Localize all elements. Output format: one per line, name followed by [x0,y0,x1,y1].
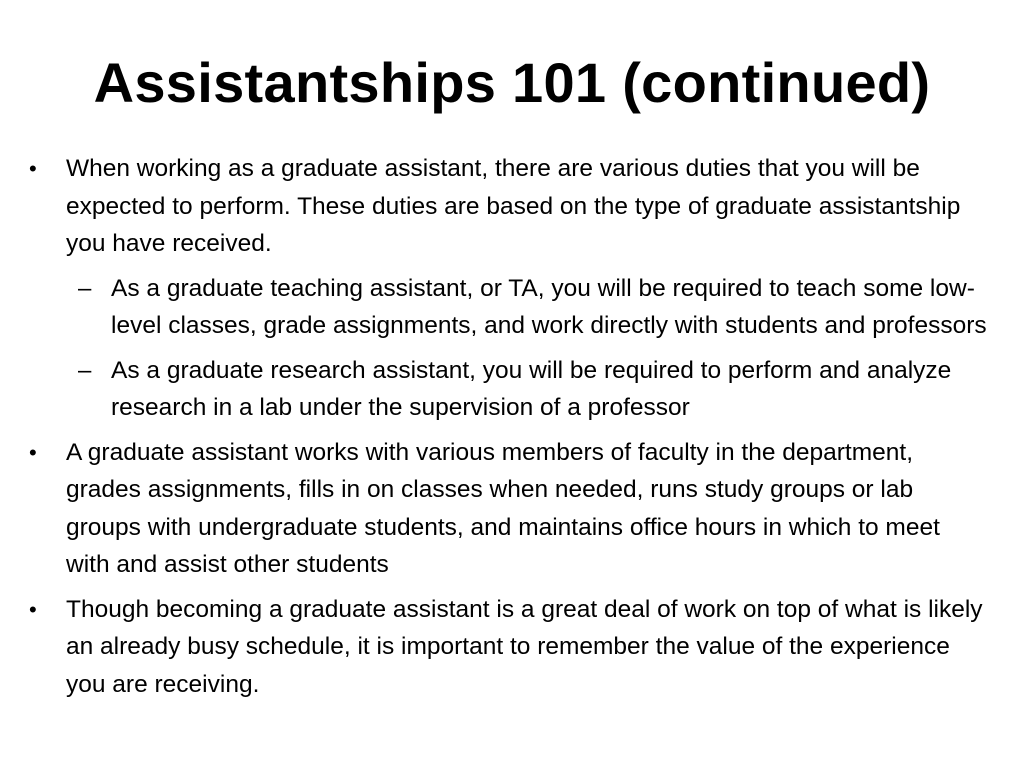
sub-bullet-marker: – [78,356,92,384]
sub-bullet-item-teaching-assistant [78,270,995,345]
bullet-list [0,150,1024,710]
bullet-item-faculty-work [29,434,986,584]
bullet-text: Though becoming a graduate assistant is a great deal of work on top of what is likely an already busy schedule, it is important to remember the value of the experience you are receiving. [66,595,983,698]
sub-bullet-text: As a graduate research assistant, you will be required to perform and analyze research in a lab under the supervision of a professor [111,356,952,421]
bullet-text: When working as a graduate assistant, there are various duties that you will be expected to perform. These duties are based on the type of graduate assistantship you have received. [66,155,961,257]
bullet-marker: • [29,596,37,622]
bullet-item-duties [29,150,986,263]
slide-title: Assistantships 101 (continued) [93,51,931,114]
bullet-marker: • [29,439,37,465]
bullet-text: A graduate assistant works with various members of faculty in the department, grades assignments, fills in on classes when needed, runs study groups or lab groups with undergraduate students, and maintains office hours in which to meet with and assist other students [66,438,940,578]
sub-bullet-marker: – [78,274,92,302]
sub-bullet-item-research-assistant [78,352,995,427]
bullet-marker: • [29,156,37,181]
sub-bullet-text: As a graduate teaching assistant, or TA, you will be required to teach some low-level classes, grade assignments, and work directly with students and professors [111,274,987,339]
bullet-item-experience-value [29,591,986,704]
